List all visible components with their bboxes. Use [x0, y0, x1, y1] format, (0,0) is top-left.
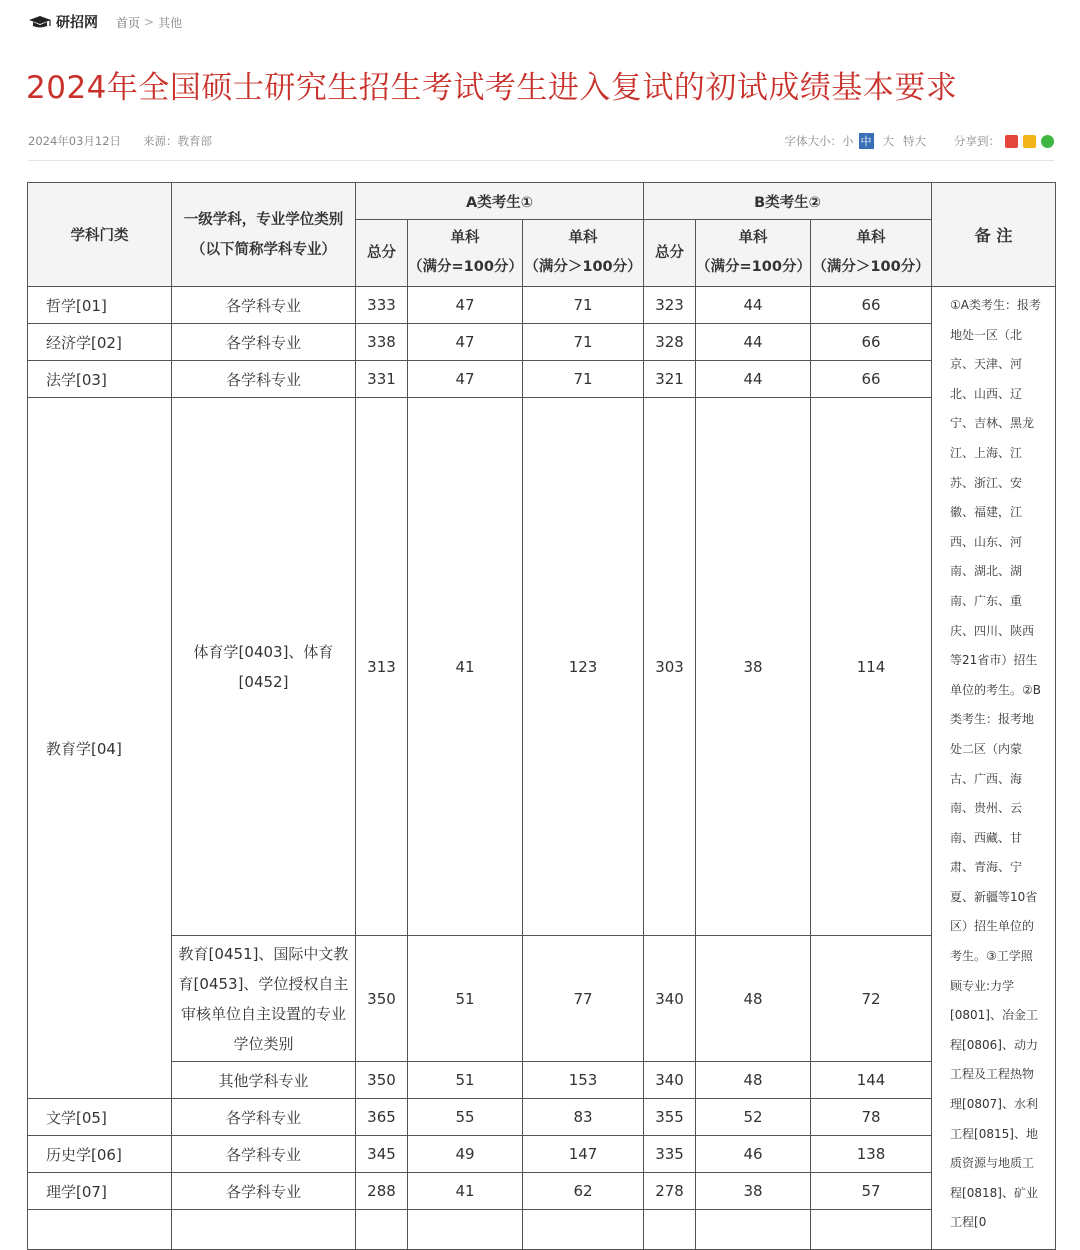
discipline-cell: 各学科专业 [172, 361, 356, 398]
a-single-gt100-cell: 62 [523, 1173, 644, 1210]
b-single-100-cell: 46 [696, 1136, 811, 1173]
single-label: 单科 [738, 230, 768, 246]
header-b-single-gt100 [811, 220, 932, 287]
breadcrumb-home-link[interactable]: 首页 [116, 15, 141, 30]
b-single-gt100-cell: 78 [811, 1099, 932, 1136]
discipline-cell: 各学科专业 [172, 1099, 356, 1136]
discipline-cell: 教育[0451]、国际中文教育[0453]、学位授权自主审核单位自主设置的专业学位类别 [172, 936, 356, 1062]
single-label: 单科 [856, 230, 886, 246]
b-total-cell: 355 [644, 1099, 696, 1136]
header-a-single-100 [408, 220, 523, 287]
header-a-single-gt100 [523, 220, 644, 287]
b-total-cell: 323 [644, 287, 696, 324]
a-total-cell: 350 [356, 936, 408, 1062]
a-single-100-cell: 51 [408, 1062, 523, 1099]
b-total-cell: 340 [644, 936, 696, 1062]
logo-text: 研招网 [56, 15, 98, 31]
divider [28, 160, 1054, 161]
font-size-small[interactable]: 小 [842, 134, 854, 148]
discipline-cell: 各学科专业 [172, 1136, 356, 1173]
a-single-gt100-cell: 71 [523, 361, 644, 398]
wechat-icon[interactable] [1041, 135, 1054, 148]
category-cell: 哲学[01] [28, 287, 172, 324]
header-b-single-100 [696, 220, 811, 287]
table-row [28, 324, 1056, 361]
table-row [28, 1173, 1056, 1210]
full-gt100-label: （满分＞100分） [812, 259, 930, 275]
font-size-large[interactable]: 大 [882, 134, 894, 148]
b-single-gt100-cell: 66 [811, 324, 932, 361]
remarks-text: ①A类考生：报考地处一区（北京、天津、河北、山西、辽宁、吉林、黑龙江、上海、江苏、浙江、安徽、福建，江西、山东、河南、湖北、湖南、广东、重庆、四川、陕西等21省市）招生单位的考生。②B类考生：报考地处二区（内蒙古、广西、海南、贵州、云南、西藏、甘肃、青海、宁夏、新疆等10省区）招生单位的考生。③工学照顾专业:力学[0801]、冶金工程[0806]、动力工程及工程热物理[0807]、水利工程[0815]、地质资源与地质工程[0818]、矿业工程[0 [950, 298, 1042, 1230]
a-single-gt100-cell: 71 [523, 324, 644, 361]
a-single-100-cell: 55 [408, 1099, 523, 1136]
b-single-100-cell: 44 [696, 361, 811, 398]
qzone-icon[interactable] [1023, 135, 1036, 148]
a-single-100-cell: 41 [408, 1173, 523, 1210]
empty-cell [523, 1210, 644, 1250]
category-cell-education: 教育学[04] [28, 398, 172, 1099]
b-single-gt100-cell: 138 [811, 1136, 932, 1173]
b-single-100-cell: 48 [696, 1062, 811, 1099]
a-total-cell: 313 [356, 398, 408, 936]
b-single-gt100-cell: 66 [811, 287, 932, 324]
empty-cell [644, 1210, 696, 1250]
category-cell: 经济学[02] [28, 324, 172, 361]
font-size-selector [785, 133, 927, 149]
b-single-gt100-cell: 57 [811, 1173, 932, 1210]
share-bar [954, 133, 1054, 149]
empty-cell [28, 1210, 172, 1250]
a-single-100-cell: 51 [408, 936, 523, 1062]
header-discipline-line1: 一级学科，专业学位类别 [183, 211, 344, 228]
header-discipline [172, 183, 356, 287]
a-single-100-cell: 49 [408, 1136, 523, 1173]
b-total-cell: 321 [644, 361, 696, 398]
empty-cell [696, 1210, 811, 1250]
empty-cell [172, 1210, 356, 1250]
table-row-partial [28, 1210, 1056, 1250]
discipline-cell: 各学科专业 [172, 287, 356, 324]
table-row [28, 936, 1056, 1062]
header-remarks: 备 注 [932, 183, 1056, 287]
a-single-gt100-cell: 83 [523, 1099, 644, 1136]
b-single-gt100-cell: 144 [811, 1062, 932, 1099]
a-total-cell: 345 [356, 1136, 408, 1173]
b-single-100-cell: 38 [696, 1173, 811, 1210]
b-single-100-cell: 52 [696, 1099, 811, 1136]
header-category: 学科门类 [28, 183, 172, 287]
a-single-gt100-cell: 147 [523, 1136, 644, 1173]
b-total-cell: 328 [644, 324, 696, 361]
full-100-label: （满分=100分） [696, 259, 811, 275]
top-bar [28, 10, 182, 34]
b-single-100-cell: 48 [696, 936, 811, 1062]
b-total-cell: 335 [644, 1136, 696, 1173]
b-total-cell: 340 [644, 1062, 696, 1099]
category-cell: 法学[03] [28, 361, 172, 398]
a-single-100-cell: 41 [408, 398, 523, 936]
b-total-cell: 278 [644, 1173, 696, 1210]
empty-cell [408, 1210, 523, 1250]
category-cell: 理学[07] [28, 1173, 172, 1210]
a-single-100-cell: 47 [408, 287, 523, 324]
breadcrumb [116, 14, 182, 31]
a-total-cell: 333 [356, 287, 408, 324]
discipline-cell: 其他学科专业 [172, 1062, 356, 1099]
a-total-cell: 338 [356, 324, 408, 361]
b-single-100-cell: 44 [696, 287, 811, 324]
font-size-xlarge[interactable]: 特大 [903, 134, 926, 148]
single-label: 单科 [450, 230, 480, 246]
a-total-cell: 331 [356, 361, 408, 398]
header-a-total: 总分 [356, 220, 408, 287]
a-single-gt100-cell: 153 [523, 1062, 644, 1099]
share-label: 分享到： [954, 134, 1000, 148]
table-row [28, 287, 1056, 324]
breadcrumb-current: 其他 [158, 15, 183, 30]
discipline-cell: 各学科专业 [172, 324, 356, 361]
weibo-icon[interactable] [1005, 135, 1018, 148]
b-single-gt100-cell: 66 [811, 361, 932, 398]
a-single-gt100-cell: 77 [523, 936, 644, 1062]
b-single-100-cell: 38 [696, 398, 811, 936]
table-row [28, 1062, 1056, 1099]
a-total-cell: 288 [356, 1173, 408, 1210]
table-row [28, 361, 1056, 398]
a-total-cell: 365 [356, 1099, 408, 1136]
full-100-label: （满分=100分） [408, 259, 523, 275]
source-label: 来源：教育部 [143, 134, 213, 148]
publish-date: 2024年03月12日 [28, 134, 122, 148]
a-total-cell: 350 [356, 1062, 408, 1099]
score-requirements-table [27, 182, 1056, 1250]
a-single-gt100-cell: 123 [523, 398, 644, 936]
full-gt100-label: （满分＞100分） [524, 259, 642, 275]
breadcrumb-separator: > [144, 15, 155, 29]
a-single-gt100-cell: 71 [523, 287, 644, 324]
a-single-100-cell: 47 [408, 324, 523, 361]
table-row [28, 1136, 1056, 1173]
site-logo[interactable] [28, 12, 98, 32]
category-cell: 历史学[06] [28, 1136, 172, 1173]
remarks-cell [932, 287, 1056, 1250]
category-cell: 文学[05] [28, 1099, 172, 1136]
a-single-100-cell: 47 [408, 361, 523, 398]
article-meta [28, 131, 1054, 151]
discipline-cell: 各学科专业 [172, 1173, 356, 1210]
discipline-cell: 体育学[0403]、体育[0452] [172, 398, 356, 936]
table-row [28, 398, 1056, 936]
empty-cell [356, 1210, 408, 1250]
header-group-b: B类考生② [644, 183, 932, 220]
b-single-gt100-cell: 114 [811, 398, 932, 936]
single-label: 单科 [568, 230, 598, 246]
header-b-total: 总分 [644, 220, 696, 287]
empty-cell [811, 1210, 932, 1250]
header-group-a: A类考生① [356, 183, 644, 220]
b-single-gt100-cell: 72 [811, 936, 932, 1062]
font-size-medium[interactable]: 中 [860, 135, 872, 148]
page-title: 2024年全国硕士研究生招生考试考生进入复试的初试成绩基本要求 [26, 70, 958, 106]
b-single-100-cell: 44 [696, 324, 811, 361]
graduation-cap-icon [28, 15, 52, 29]
b-total-cell: 303 [644, 398, 696, 936]
font-size-label: 字体大小： [784, 134, 842, 148]
header-discipline-line2: （以下简称学科专业） [191, 241, 336, 258]
table-row [28, 1099, 1056, 1136]
